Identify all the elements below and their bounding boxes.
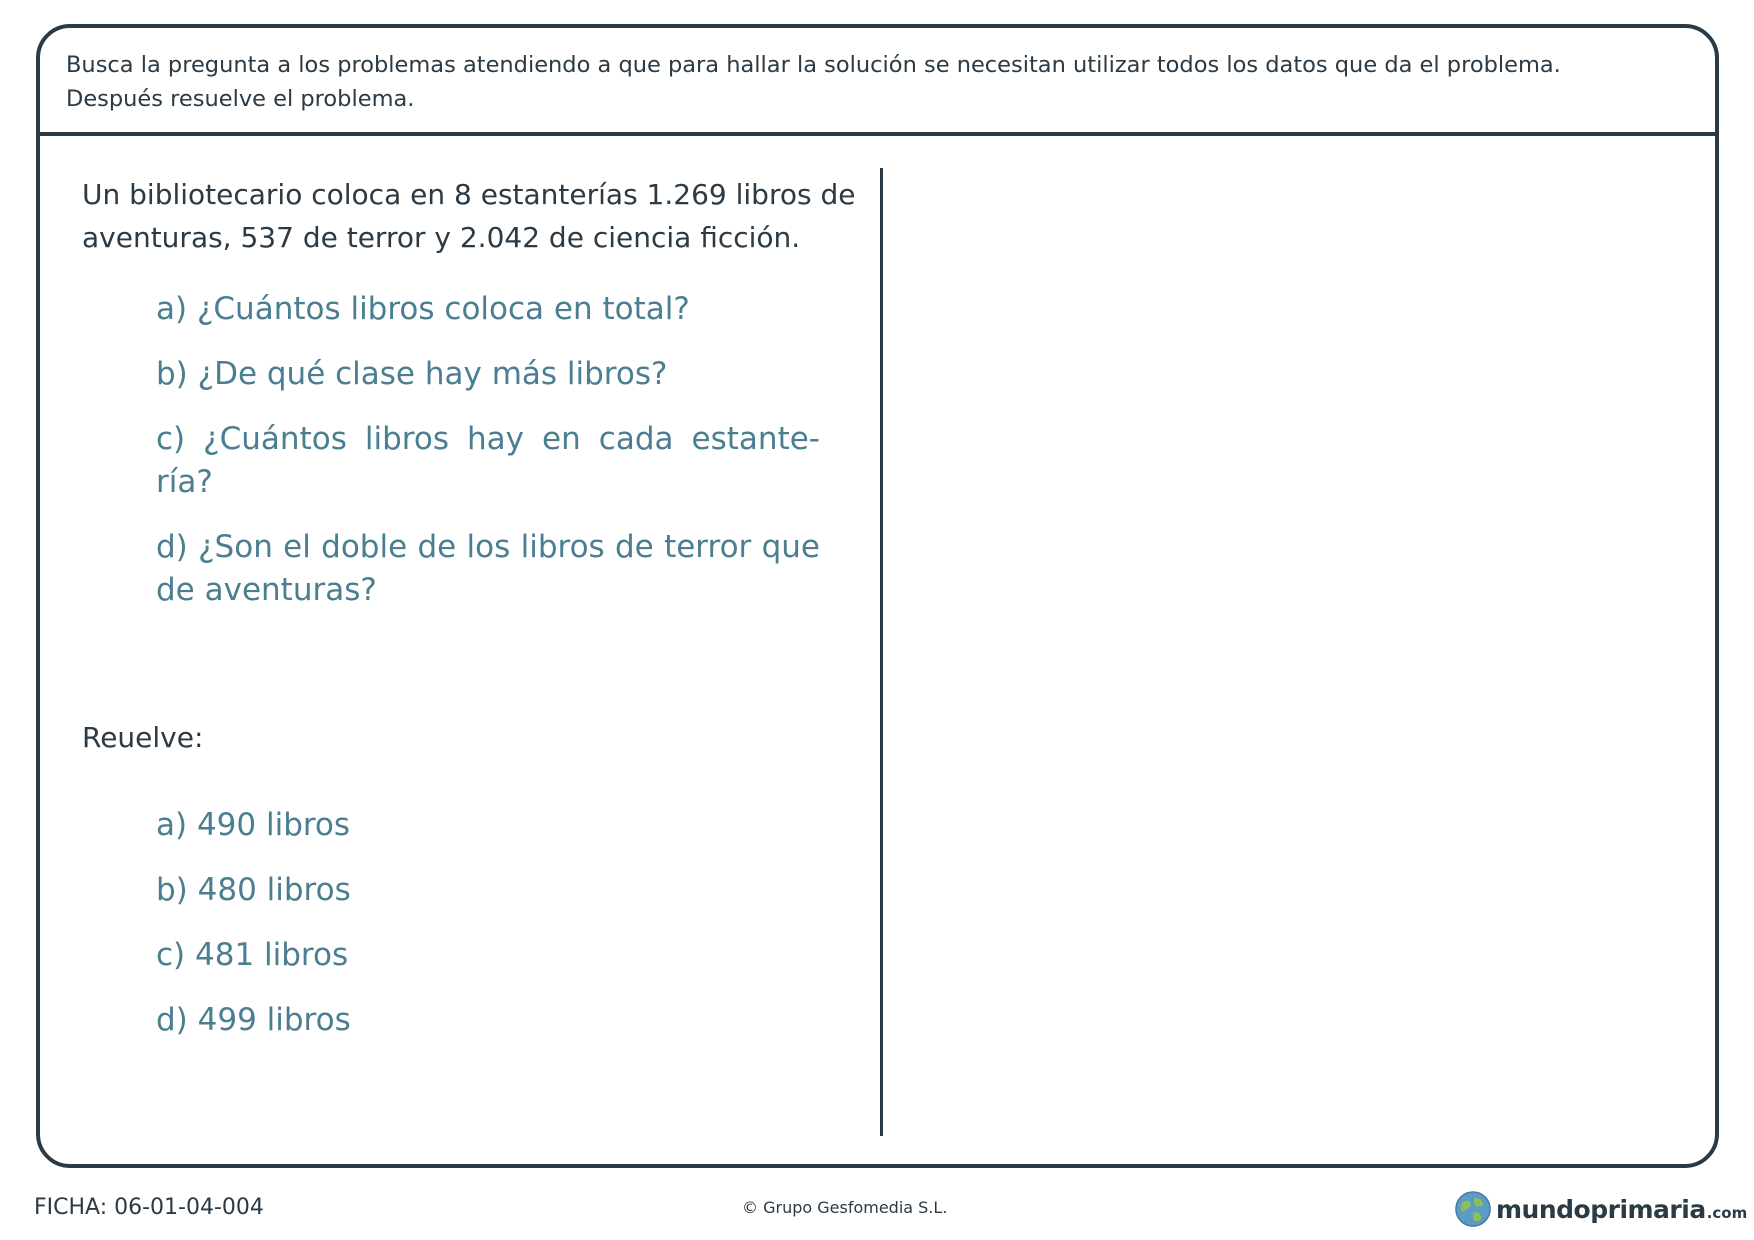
problem-statement: Un bibliotecario coloca en 8 estanterías 1.269 libros de aventuras, 537 de terror y 2.042 de ciencia ficción. [82,178,856,254]
question-list [156,288,820,634]
brand-logo[interactable] [1454,1189,1747,1229]
answer-d: d) 499 libros [156,1002,351,1038]
instructions-line-2: Después resuelve el problema. [66,86,415,112]
answer-b: b) 480 libros [156,872,351,908]
answer-c: c) 481 libros [156,937,349,973]
question-b: b) ¿De qué clase hay más libros? [156,356,668,392]
brand-tld: .com [1706,1204,1748,1222]
instructions-line-1: Busca la pregunta a los problemas atendiendo a que para hallar la solución se necesitan utilizar todos los datos que da el problema. [66,52,1561,78]
globe-icon [1454,1190,1492,1228]
answer-list [156,804,351,1064]
question-a: a) ¿Cuántos libros coloca en total? [156,291,690,327]
worksheet-frame [36,24,1719,1168]
worksheet-code: FICHA: 06-01-04-004 [34,1195,264,1220]
resolve-label: Reuelve: [82,721,204,754]
question-c: c) ¿Cuántos libros hay en cada estante-ría? [156,421,820,500]
instructions-box [40,28,1715,136]
question-d: d) ¿Son el doble de los libros de terror que de aventuras? [156,529,820,608]
answer-a: a) 490 libros [156,807,351,843]
brand-name: mundoprimaria [1496,1194,1706,1224]
copyright-notice: © Grupo Gesfomedia S.L. [742,1198,948,1217]
column-divider [880,168,883,1136]
